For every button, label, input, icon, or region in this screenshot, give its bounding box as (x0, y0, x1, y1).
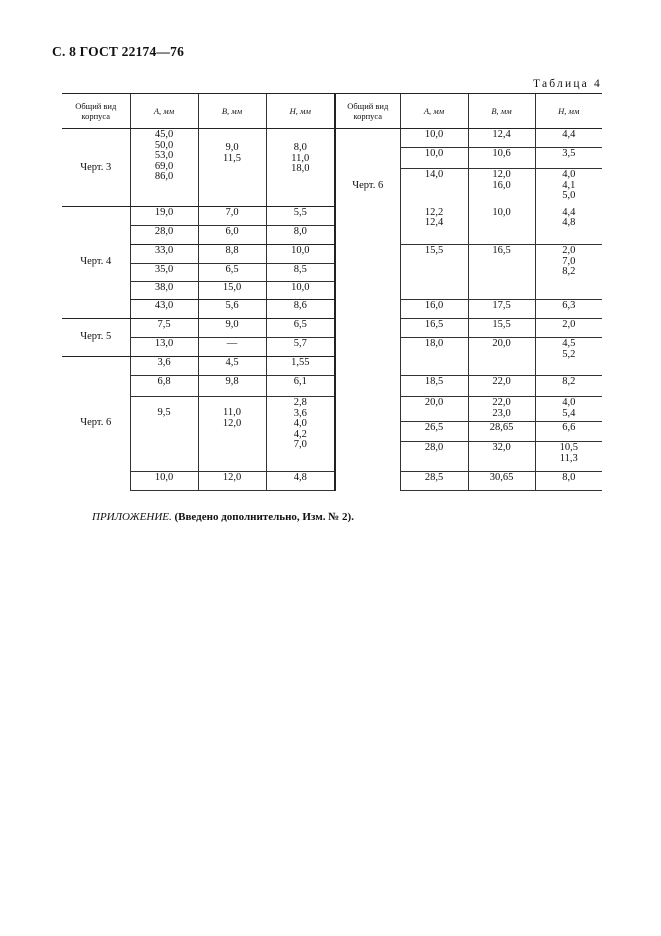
cell-a: 28,0 (130, 226, 198, 245)
cell-a: 15,5 (400, 245, 468, 300)
table-row (62, 338, 602, 357)
cell-b: 4,5 (198, 357, 266, 376)
cell-a: 9,5 (130, 397, 198, 472)
table-row (62, 207, 602, 226)
cell-b: 22,0 (468, 376, 535, 397)
group-label: Черт. 3 (62, 129, 130, 207)
cell-b: 17,5 (468, 300, 535, 319)
cell-b: 16,5 (468, 245, 535, 300)
cell-h: 4,8 (266, 472, 335, 491)
cell-a: 43,0 (130, 300, 198, 319)
header-b-left: B, мм (198, 94, 266, 129)
cell-h: 4,4 4,8 (535, 207, 602, 245)
cell-a: 16,5 (400, 319, 468, 338)
cell-a: 6,8 (130, 376, 198, 397)
cell-a: 10,0 (400, 148, 468, 169)
cell-b: 15,0 (198, 282, 266, 300)
cell-b: 9,0 (198, 319, 266, 338)
cell-a: 7,5 (130, 319, 198, 338)
cell-a: 20,0 (400, 397, 468, 422)
cell-a: 16,0 (400, 300, 468, 319)
header-h-right: H, мм (535, 94, 602, 129)
cell-b: 22,0 23,0 (468, 397, 535, 422)
table-caption: Таблица 4 (533, 78, 602, 90)
cell-a: 14,0 (400, 169, 468, 207)
table-row (62, 319, 602, 338)
cell-a: 10,0 (400, 129, 468, 148)
header-a-right: A, мм (400, 94, 468, 129)
cell-a: 28,0 (400, 442, 468, 472)
cell-h: 2,8 3,6 4,0 4,2 7,0 (266, 397, 335, 472)
cell-b: 11,0 12,0 (198, 397, 266, 472)
group-label: Черт. 5 (62, 319, 130, 357)
cell-a: 12,2 12,4 (400, 207, 468, 245)
cell-b: 9,0 11,5 (198, 129, 266, 207)
cell-b: 6,0 (198, 226, 266, 245)
cell-h: 5,7 (266, 338, 335, 357)
table-header-row (62, 94, 602, 129)
header-kind-right: Общий вид корпуса (335, 94, 400, 129)
cell-h: 8,6 (266, 300, 335, 319)
cell-a: 35,0 (130, 264, 198, 282)
cell-b: 32,0 (468, 442, 535, 472)
cell-b: 28,65 (468, 422, 535, 442)
header-b-right: B, мм (468, 94, 535, 129)
cell-h: 4,5 5,2 (535, 338, 602, 376)
group-label: Черт. 4 (62, 207, 130, 319)
group-label: Черт. 6 (80, 417, 112, 429)
cell-a: 3,6 (130, 357, 198, 376)
cell-h: 6,6 (535, 422, 602, 442)
cell-h: 4,0 4,1 5,0 (535, 169, 602, 207)
cell-b: 30,65 (468, 472, 535, 491)
cell-b: 12,0 (198, 472, 266, 491)
cell-a: 45,0 50,0 53,0 69,0 86,0 (130, 129, 198, 207)
cell-a: 13,0 (130, 338, 198, 357)
cell-h: 4,0 5,4 (535, 397, 602, 422)
cell-h: 5,5 (266, 207, 335, 226)
cell-h: 8,5 (266, 264, 335, 282)
header-kind-left: Общий вид корпуса (62, 94, 130, 129)
appendix-title: ПРИЛОЖЕНИЕ. (92, 511, 172, 523)
cell-b: 8,8 (198, 245, 266, 264)
cell-a: 19,0 (130, 207, 198, 226)
data-table (62, 93, 602, 491)
cell-a: 28,5 (400, 472, 468, 491)
cell-h: 3,5 (535, 148, 602, 169)
cell-h: 2,0 (535, 319, 602, 338)
cell-a: 38,0 (130, 282, 198, 300)
cell-h: 10,0 (266, 245, 335, 264)
cell-h: 2,0 7,0 8,2 (535, 245, 602, 300)
cell-h: 1,55 (266, 357, 335, 376)
cell-b: 6,5 (198, 264, 266, 282)
cell-h: 6,3 (535, 300, 602, 319)
cell-b: 5,6 (198, 300, 266, 319)
cell-h: 8,0 (266, 226, 335, 245)
header-h-left: H, мм (266, 94, 335, 129)
cell-a: 18,5 (400, 376, 468, 397)
cell-b: 10,6 (468, 148, 535, 169)
cell-h: 10,5 11,3 (535, 442, 602, 472)
group-label: Черт. 6 (335, 129, 400, 491)
cell-a: 26,5 (400, 422, 468, 442)
table-row (62, 376, 602, 397)
table-row (62, 300, 602, 319)
cell-h: 6,5 (266, 319, 335, 338)
cell-b: 12,4 (468, 129, 535, 148)
cell-h: 8,0 11,0 18,0 (266, 129, 335, 207)
cell-b: 9,8 (198, 376, 266, 397)
table-row (62, 397, 602, 422)
cell-h: 4,4 (535, 129, 602, 148)
cell-b: 10,0 (468, 207, 535, 245)
cell-a: 10,0 (130, 472, 198, 491)
cell-h: 8,0 (535, 472, 602, 491)
table-row (62, 472, 602, 491)
cell-b: 12,0 16,0 (468, 169, 535, 207)
appendix-note (92, 511, 354, 523)
page-header: С. 8 ГОСТ 22174—76 (52, 44, 185, 59)
cell-b: 15,5 (468, 319, 535, 338)
table-row (62, 245, 602, 264)
cell-b: 20,0 (468, 338, 535, 376)
header-a-left: A, мм (130, 94, 198, 129)
cell-b: — (198, 338, 266, 357)
cell-b: 7,0 (198, 207, 266, 226)
cell-h: 10,0 (266, 282, 335, 300)
cell-a: 18,0 (400, 338, 468, 376)
cell-h: 6,1 (266, 376, 335, 397)
cell-h: 8,2 (535, 376, 602, 397)
appendix-text: (Введено дополнительно, Изм. № 2). (174, 511, 354, 523)
table-row (62, 129, 602, 148)
cell-a: 33,0 (130, 245, 198, 264)
